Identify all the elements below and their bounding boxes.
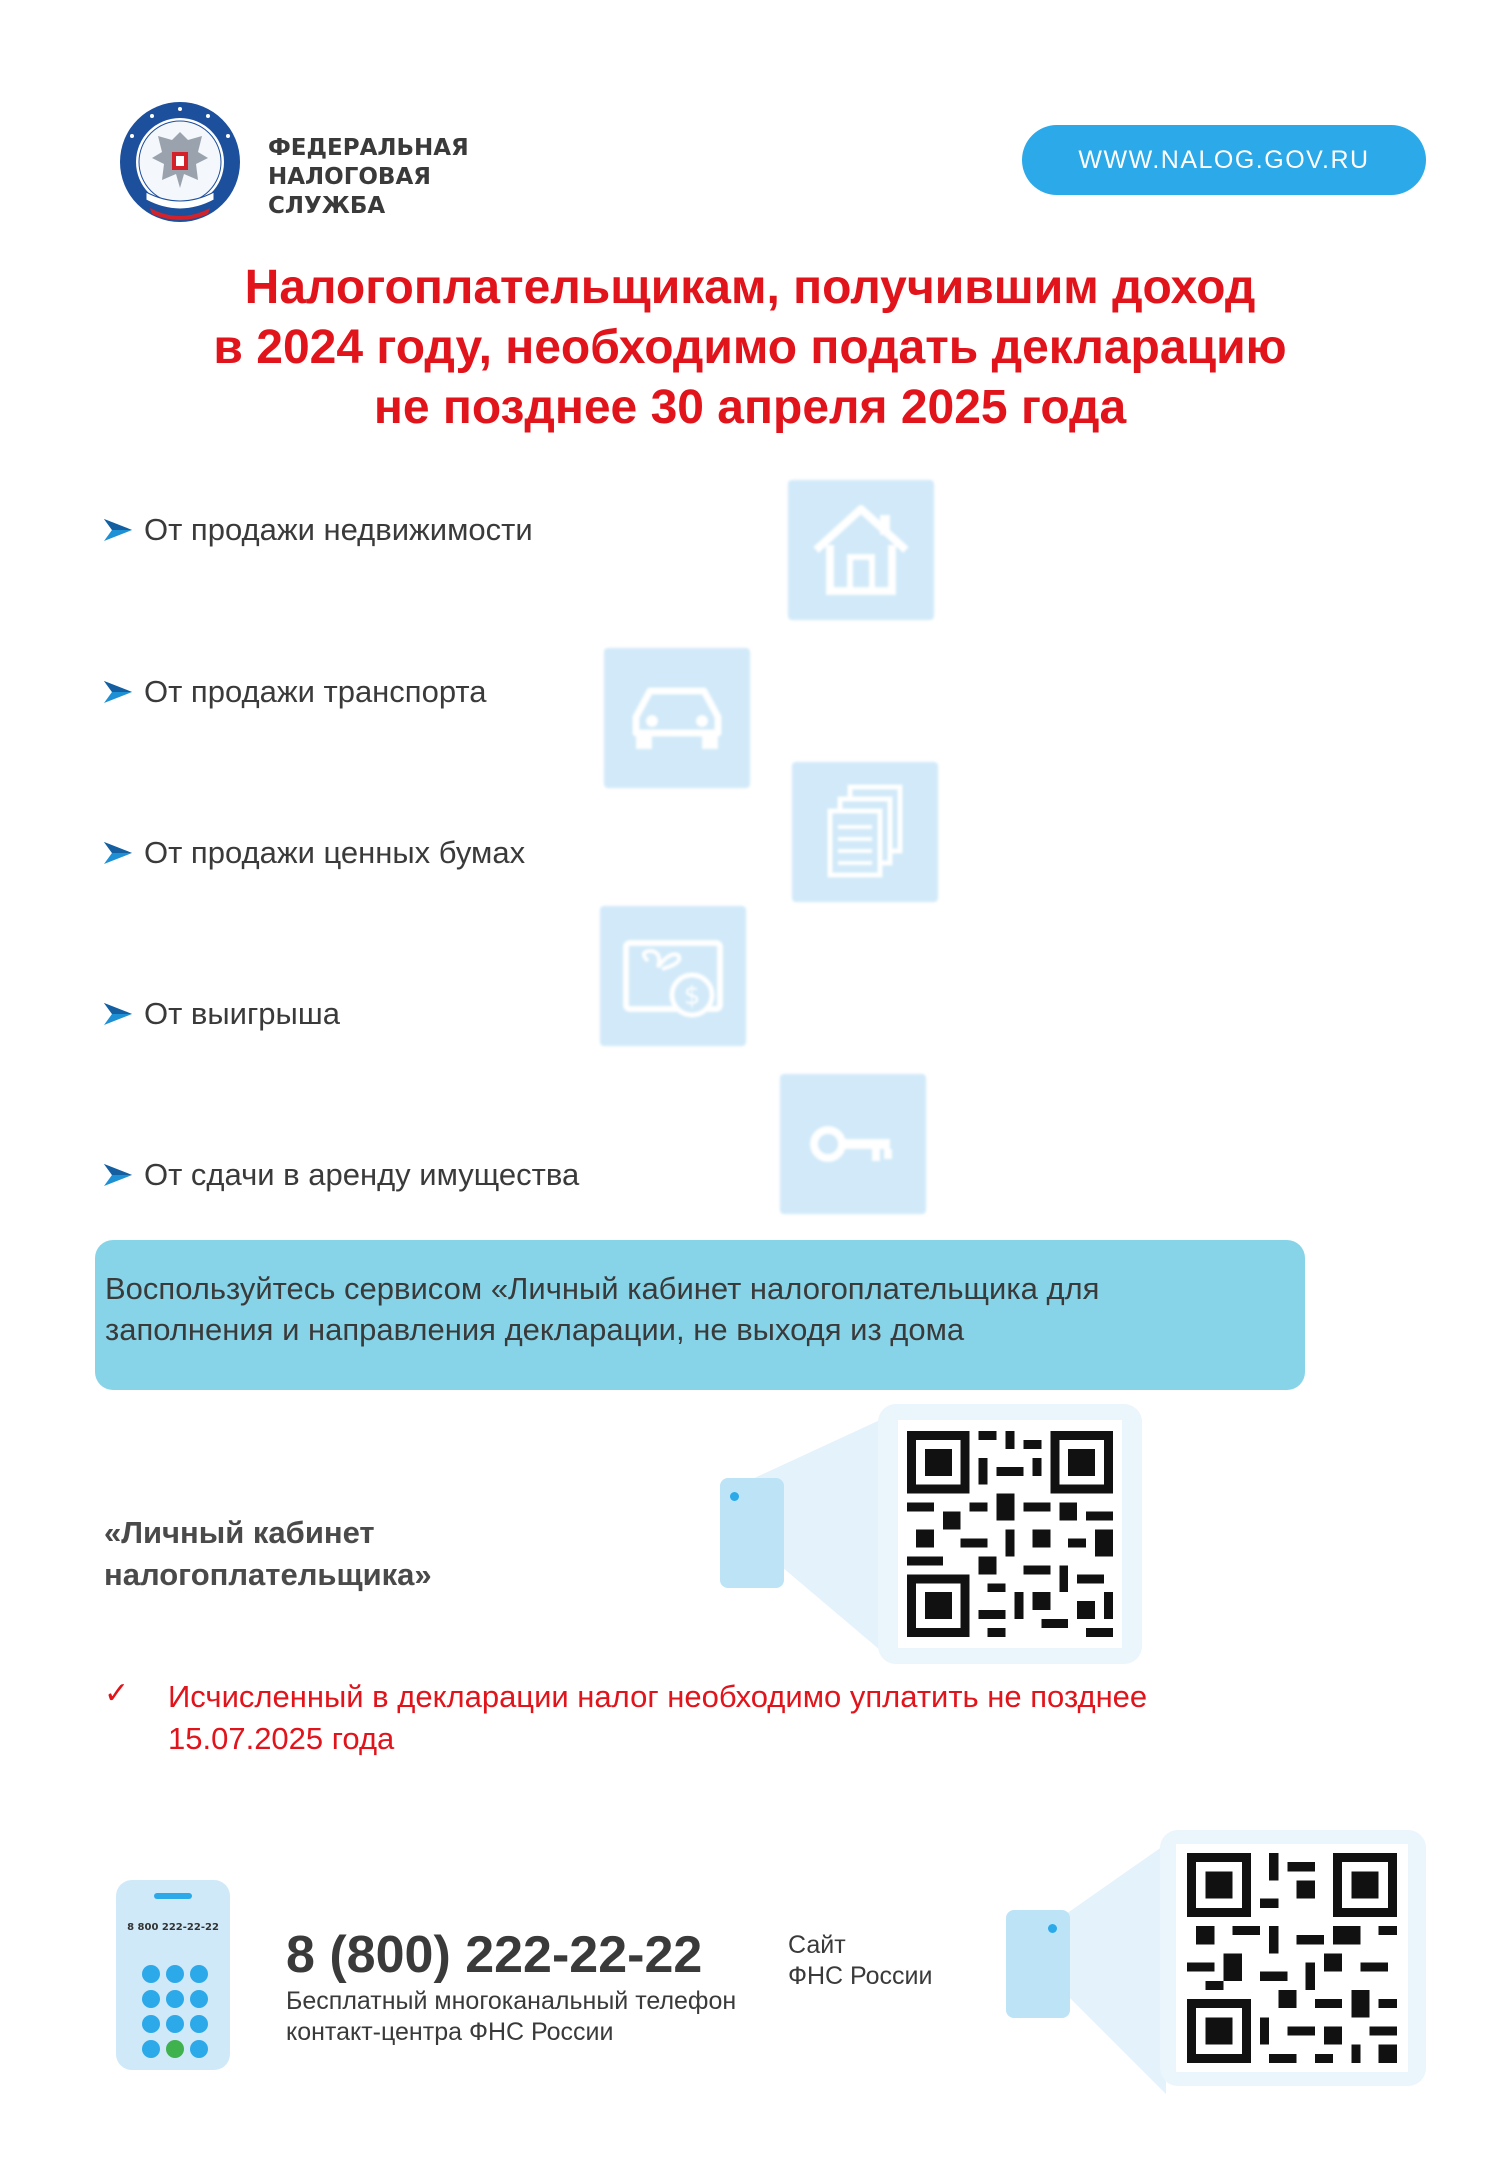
site-qr-card xyxy=(1160,1830,1426,2086)
page-title-line2: в 2024 году, необходимо подать декларацию xyxy=(213,321,1287,374)
page-title-line3: не позднее 30 апреля 2025 года xyxy=(373,381,1127,434)
service-banner xyxy=(95,1240,1305,1390)
check-mark-icon: ✓ xyxy=(104,1677,130,1710)
tax-note-line2: 15.07.2025 года xyxy=(168,1721,395,1756)
gift-card-icon xyxy=(600,906,746,1046)
phone-speaker xyxy=(154,1893,192,1899)
income-item-label: От продажи транспорта xyxy=(144,674,487,709)
arrow-bullet-icon xyxy=(104,681,132,703)
org-name-line1: ФЕДЕРАЛЬНАЯ xyxy=(268,135,469,161)
service-banner-line2: заполнения и направления декларации, не выходя из дома xyxy=(105,1312,965,1347)
org-name xyxy=(268,134,528,221)
income-item-label: От сдачи в аренду имущества xyxy=(144,1157,580,1192)
org-name-line2: НАЛОГОВАЯ СЛУЖБА xyxy=(268,164,431,219)
key-icon xyxy=(780,1074,926,1214)
income-item xyxy=(104,833,525,873)
phone-mini-number: 8 800 222-22-22 xyxy=(127,1922,219,1933)
income-item xyxy=(104,994,340,1034)
svg-text:$: $ xyxy=(683,981,701,1011)
arrow-bullet-icon xyxy=(104,842,132,864)
smartphone-icon xyxy=(1006,1910,1070,2018)
service-banner-text xyxy=(105,1268,1295,1350)
income-item xyxy=(104,672,486,712)
page-title-line1: Налогоплательщикам, получившим доход xyxy=(244,261,1256,314)
cabinet-qr-code[interactable] xyxy=(898,1420,1122,1648)
phone-device-icon xyxy=(116,1880,230,2070)
arrow-bullet-icon xyxy=(104,519,132,541)
cabinet-label xyxy=(104,1512,524,1596)
page-title xyxy=(120,258,1380,438)
qr-code-icon xyxy=(898,1420,1122,1648)
cabinet-label-line2: налогоплательщика» xyxy=(104,1557,432,1592)
income-item xyxy=(104,1155,579,1195)
site-caption xyxy=(788,1930,988,1992)
documents-icon xyxy=(792,762,938,902)
smartphone-icon xyxy=(720,1478,784,1588)
hotline-number[interactable]: 8 (800) 222-22-22 xyxy=(286,1926,703,1984)
income-item xyxy=(104,510,533,550)
site-caption-line2: ФНС России xyxy=(788,1962,933,1990)
qr-code-icon xyxy=(1176,1844,1408,2072)
arrow-bullet-icon xyxy=(104,1164,132,1186)
hotline-caption-line2: контакт-центра ФНС России xyxy=(286,2018,614,2046)
house-icon xyxy=(788,480,934,620)
income-item-label: От выигрыша xyxy=(144,996,340,1031)
hotline-caption xyxy=(286,1986,786,2048)
hotline-caption-line1: Бесплатный многоканальный телефон xyxy=(286,1987,737,2015)
arrow-bullet-icon xyxy=(104,1003,132,1025)
car-icon xyxy=(604,648,750,788)
fns-emblem-icon xyxy=(118,100,242,224)
site-caption-line1: Сайт xyxy=(788,1931,846,1959)
income-item-label: От продажи ценных бумах xyxy=(144,835,526,870)
income-item-label: От продажи недвижимости xyxy=(144,512,533,547)
service-banner-line1: Воспользуйтесь сервисом «Личный кабинет налогоплательщика для xyxy=(105,1271,1100,1306)
tax-note-line1: Исчисленный в декларации налог необходимо уплатить не позднее xyxy=(168,1679,1148,1714)
website-link-button[interactable]: WWW.NALOG.GOV.RU xyxy=(1022,125,1426,195)
keypad-icon xyxy=(142,1965,208,2058)
cabinet-qr-card xyxy=(878,1404,1142,1664)
cabinet-label-line1: «Личный кабинет xyxy=(104,1515,375,1550)
tax-deadline-note xyxy=(168,1676,1268,1760)
site-qr-code[interactable] xyxy=(1176,1844,1408,2072)
